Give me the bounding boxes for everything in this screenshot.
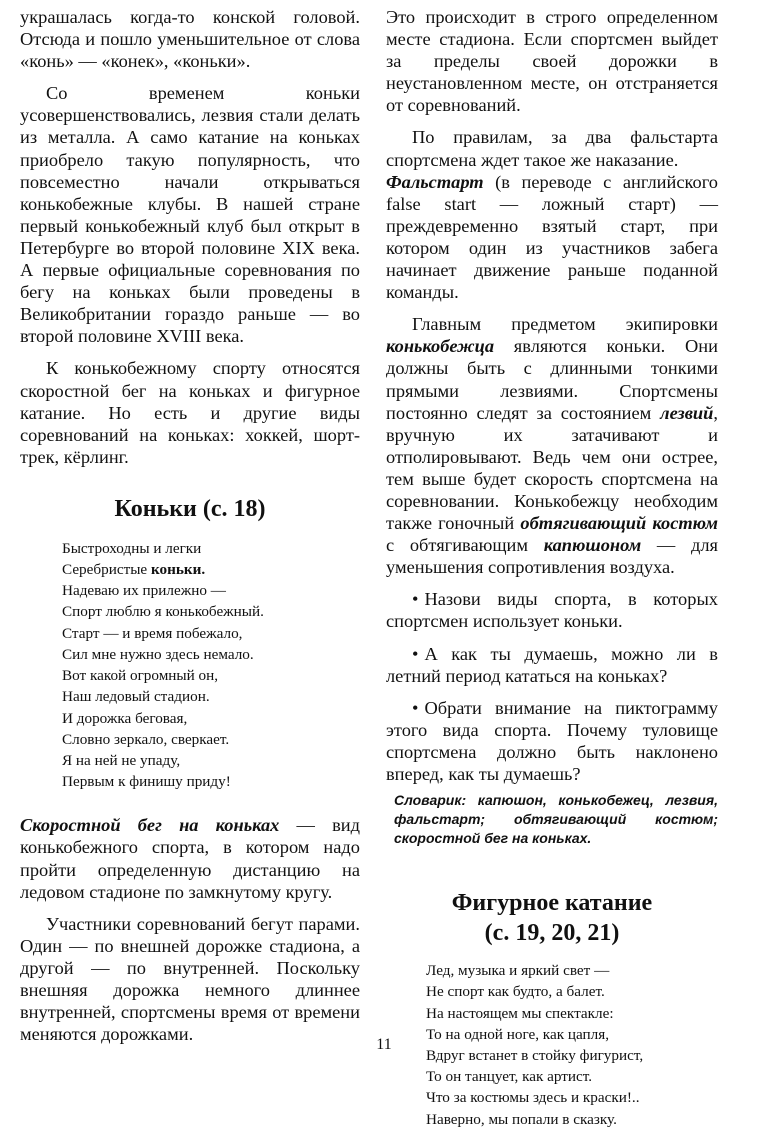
term-skater: конькобежца (386, 336, 495, 357)
vocabulary-box: Словарик: капюшон, конькобежец, лезвия, фальстарт; обтягивающий костюм; скоростной бег на коньках. (394, 792, 718, 847)
stadium-paragraph: Это происходит в строго определенном месте стадиона. Если спортсмен выйдет за пределы своей дорожки в неустановленном месте, он отстраняется от соревнований. (386, 7, 718, 116)
equipment-paragraph (386, 313, 718, 578)
poem-line: То на одной ноге, как цапля, (426, 1025, 610, 1043)
term-tight-suit: обтягивающий костюм (520, 513, 718, 534)
question-bullet-2 (386, 643, 718, 687)
equipment-text-e: — для уменьшения сопротивления воздуха. (386, 535, 718, 578)
poem-line: И дорожка беговая, (62, 709, 188, 727)
term-blades: лезвий (660, 402, 714, 423)
poem-line: Вот какой огромный он, (62, 667, 219, 685)
section-heading-skates (20, 494, 360, 524)
term-speed-skating: Скоростной бег на коньках (20, 815, 280, 836)
intro-paragraph-3: К конькобежному спорту относятся скоростной бег на коньках и фигурное катание. Но есть и другие виды соревнований на коньках: хоккей, шорт-трек, кёрлинг. (20, 358, 360, 467)
pairs-paragraph: Участники соревнований бегут парами. Один — по внешней дорожке стадиона, а другой — по внутренней. Поскольку внешняя дорожка немного длиннее внутренней, спортсмены время от времени меняются дорожками. (20, 913, 360, 1045)
question-text: Назови виды спорта, в которых спортсмен использует коньки. (386, 589, 718, 632)
intro-paragraph-1: украшалась когда-то конской головой. Отсюда и пошло уменьшительное от слова «конь» — «конек», «коньки». (20, 7, 360, 72)
term-false-start: Фальстарт (386, 171, 484, 192)
false-start-text: (в переводе с английского false start — ложный старт) — преждевременно взятый старт, при котором один из участников забега начинает движение раньше поданной команды. (386, 171, 718, 303)
bullet-icon: • (412, 697, 419, 718)
poem-line (62, 559, 360, 580)
question-bullet-3 (386, 697, 718, 785)
equipment-text-d: с обтягивающим (386, 535, 544, 556)
poem-keyword: коньки. (150, 561, 206, 579)
false-start-paragraph (386, 171, 718, 304)
poem-line: Не спорт как будто, а балет. (426, 983, 605, 1001)
poem-line: Наверно, мы попали в сказку. (426, 1110, 617, 1128)
question-text: А как ты думаешь, можно ли в летний период кататься на коньках? (386, 643, 718, 686)
page-number: 11 (376, 1036, 392, 1053)
section-heading-figure-skating (386, 888, 718, 948)
poem-line: Вдруг встанет в стойку фигурист, (426, 1046, 644, 1064)
bullet-icon: • (412, 589, 419, 610)
poem-line: Спорт люблю я конькобежный. (62, 603, 264, 621)
heading-figure-skating-title: Фигурное катание (451, 890, 653, 917)
left-column (20, 6, 360, 1045)
poem-line: Я на ней не упаду, (62, 751, 181, 769)
poem-line-text: Серебристые (62, 561, 151, 579)
definition-speed-skating (20, 814, 360, 902)
equipment-text-b: являются коньки. Они должны быть с длинными тонкими прямыми лезвиями. Спортсмены постоянно следят за состоянием (386, 336, 718, 423)
poem-line: Наш ледовый стадион. (62, 688, 210, 706)
poem-line: Лед, музыка и яркий свет — (426, 962, 610, 980)
poem-skates (62, 538, 360, 792)
question-text: Обрати внимание на пиктограмму этого вида спорта. Почему туловище спортсмена должно быть наклонено вперед, как ты думаешь? (386, 697, 718, 784)
poem-line: Надеваю их прилежно — (62, 582, 226, 600)
poem-line: На настоящем мы спектакле: (426, 1004, 614, 1022)
equipment-text-a: Главным предметом экипировки (412, 314, 718, 335)
heading-skates-title: Коньки (114, 495, 197, 522)
equipment-text-c: , вручную их затачивают и отполировывают. Ведь чем они острее, тем выше будет скорость спортсмена на соревновании. Конькобежцу необходим также гоночный (386, 402, 718, 534)
question-bullet-1 (386, 588, 718, 632)
poem-line: Быстроходны и легки (62, 539, 202, 557)
poem-line: Первым к финишу приду! (62, 773, 231, 791)
poem-line: Старт — и время побежало, (62, 624, 243, 642)
term-hood: капюшоном (543, 535, 642, 556)
heading-figure-skating-pages: (с. 19, 20, 21) (484, 920, 620, 947)
rules-paragraph: По правилам, за два фальстарта спортсмена ждет такое же наказание. (386, 127, 718, 170)
poem-line: Что за костюмы здесь и краски!.. (426, 1089, 640, 1107)
heading-skates-pages: (с. 18) (196, 495, 266, 522)
bullet-icon: • (412, 643, 419, 664)
poem-line: То он танцует, как артист. (426, 1068, 593, 1086)
right-column (386, 6, 718, 1130)
poem-line: Сил мне нужно здесь немало. (62, 645, 254, 663)
poem-line: Словно зеркало, сверкает. (62, 730, 230, 748)
definition-text: — вид конькобежного спорта, в котором надо пройти определенную дистанцию на ледовом стадионе по замкнутому кругу. (20, 815, 361, 902)
intro-paragraph-2: Со временем коньки усовершенствовались, лезвия стали делать из металла. А само катание на коньках приобрело такую популярность, что повсеместно начали открываться конькобежные клубы. В нашей стране первый конькобежный клуб был открыт в Петербурге во второй половине XIX века. А первые официальные соревнования по бегу на коньках были проведены в Великобритании гораздо раньше — во второй половине XVIII века. (20, 83, 360, 347)
